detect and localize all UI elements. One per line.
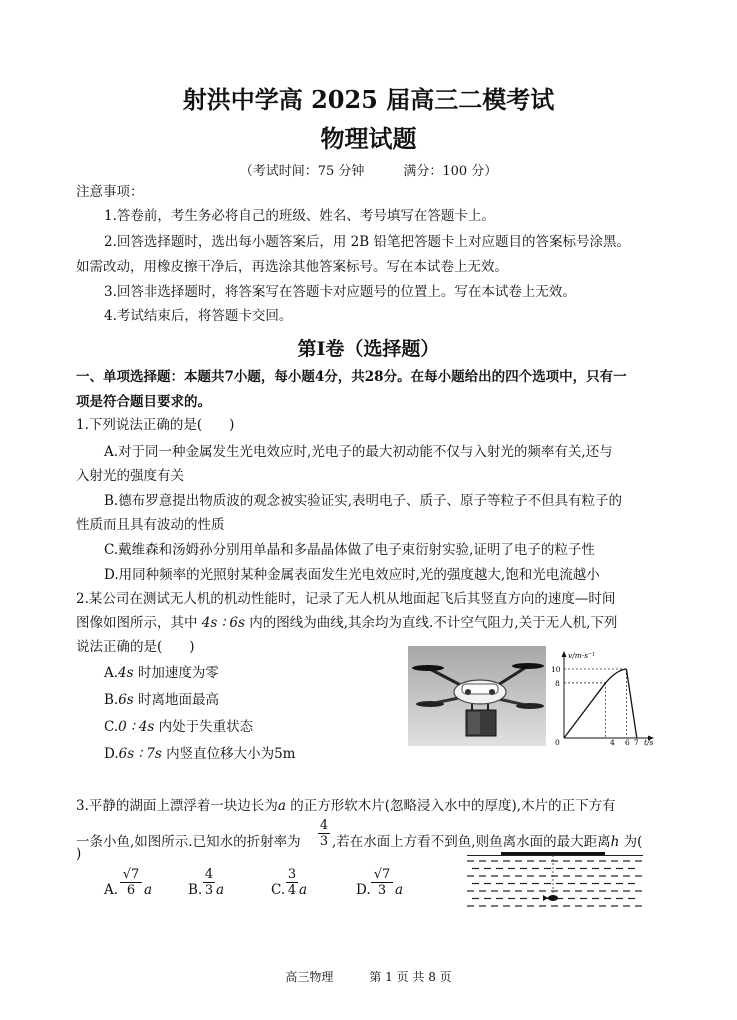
q2-stem-line2 [76, 614, 617, 632]
q3-option-c-label: C. [271, 882, 286, 898]
option-text: 时加速度为零 [137, 665, 219, 681]
y-axis-label: v/m·s⁻¹ [568, 651, 596, 660]
y-axis-arrow [562, 651, 567, 657]
q3-text: 为( [623, 834, 643, 850]
option-var: 4s [118, 665, 134, 681]
vt-graph-svg [550, 646, 658, 746]
q3-option-d-label: D. [356, 882, 371, 898]
option-text: 时离地面最高 [138, 692, 220, 708]
drone-photo [408, 646, 546, 746]
notes-heading: 注意事项： [76, 184, 144, 200]
q2-time-range: 4s ∶ 6s [201, 615, 245, 631]
q3-option-a-fraction [120, 867, 142, 898]
fraction-numerator: 4 [204, 867, 214, 882]
fraction-numerator: √7 [371, 867, 393, 883]
q3-option-d-var: a [395, 882, 404, 898]
vt-curve-4-6s [606, 669, 627, 683]
q1-option-a: A.对于同一种金属发生光电效应时,光电子的最大初动能不仅与入射光的频率有关,还与 [104, 444, 613, 460]
subject-title: 物理试题 [320, 124, 417, 153]
q3-var-a: a [277, 798, 286, 814]
q3-stem-line1 [76, 797, 616, 815]
q3-refraction-fraction [318, 818, 330, 849]
q3-option-b-var: a [216, 882, 225, 898]
fraction-denominator: 3 [377, 883, 387, 898]
q1-option-c: C.戴维森和汤姆孙分别用单晶和多晶晶体做了电子束衍射实验,证明了电子的粒子性 [104, 542, 595, 558]
note-item: 2.回答选择题时，选出每小题答案后，用 2B 铅笔把答题卡上对应题目的答案标号涂黑。 [104, 234, 630, 250]
q3-var-h: h [610, 834, 620, 850]
fraction-denominator: 3 [204, 883, 214, 898]
q1-option-b: B.德布罗意提出物质波的观念被实验证实,表明电子、质子、原子等粒子不但具有粒子的 [104, 493, 623, 509]
y-tick-label-8: 8 [555, 679, 560, 688]
x-tick-label-7: 7 [634, 738, 639, 746]
q1-option-d: D.用同种频率的光照射某种金属表面发生光电效应时,光的强度越大,饱和光电流越小 [104, 567, 600, 583]
fraction-numerator: √7 [120, 867, 142, 883]
cork-plate [501, 852, 605, 855]
section-title: 第Ⅰ卷（选择题） [297, 338, 440, 360]
option-var: 6s [118, 692, 134, 708]
x-axis-label: t/s [644, 738, 654, 746]
fraction-denominator: 3 [319, 834, 329, 849]
q3-option-b-label: B. [188, 882, 203, 898]
note-item: 4.考试结束后，将答题卡交回。 [104, 308, 293, 324]
exam-meta: （考试时间：75 分钟 满分：100 分） [239, 164, 498, 179]
option-text: 内竖直位移大小为5m [166, 746, 296, 762]
x-tick-label-4: 4 [610, 738, 615, 746]
q3-option-c-fraction [286, 867, 298, 898]
page-footer: 高三物理 第 1 页 共 8 页 [285, 970, 452, 984]
water-figure-svg [467, 850, 643, 914]
q2-option-d [104, 745, 295, 763]
q2-text: 内的图线为曲线,其余均为直线.不计空气阻力,关于无人机,下列 [249, 615, 618, 631]
option-label: B. [104, 692, 119, 708]
q2-option-b [104, 691, 219, 709]
q3-option-a-label: A. [104, 882, 119, 898]
exam-title: 射洪中学高 2025 届高三二模考试 [182, 85, 555, 114]
q3-option-a-var: a [144, 882, 153, 898]
option-var: 6s ∶ 7s [118, 746, 162, 762]
q1-stem: 1.下列说法正确的是( ) [76, 417, 235, 433]
q3-text: 的正方形软木片(忽略浸入水中的厚度),木片的正下方有 [290, 798, 616, 814]
fish [548, 895, 558, 901]
vt-segment-6-7s [626, 669, 636, 738]
y-tick-label-10: 10 [551, 665, 561, 674]
q2-stem-line1: 2.某公司在测试无人机的机动性能时，记录了无人机从地面起飞后其竖直方向的速度—时间 [76, 591, 616, 607]
q3-text: 3.平静的湖面上漂浮着一块边长为 [76, 798, 278, 814]
option-label: A. [104, 665, 119, 681]
option-label: D. [104, 746, 119, 762]
vt-graph [550, 646, 658, 746]
q1-option-b-cont: 性质而且具有波动的性质 [76, 517, 225, 533]
note-item: 如需改动，用橡皮擦干净后，再选涂其他答案标号。写在本试卷上无效。 [76, 259, 508, 275]
q3-stem-line3: ) [76, 846, 82, 862]
q3-option-c-var: a [299, 882, 308, 898]
q3-text: ,若在水面上方看不到鱼,则鱼离水面的最大距离 [332, 834, 611, 850]
option-var: 0 ∶ 4s [118, 719, 155, 735]
note-item: 3.回答非选择题时，将答案写在答题卡对应题号的位置上。写在本试卷上无效。 [104, 284, 576, 300]
origin-label: 0 [555, 738, 560, 746]
q3-option-d-fraction [371, 867, 393, 898]
q2-text: 图像如图所示，其中 [76, 615, 198, 631]
section-instruction-cont: 项是符合题目要求的。 [76, 394, 211, 410]
q3-stem-line2b [332, 833, 642, 851]
water-figure [467, 850, 643, 914]
option-text: 内处于失重状态 [158, 719, 254, 735]
q3-option-b-fraction [203, 867, 215, 898]
fraction-denominator: 4 [287, 883, 297, 898]
q2-stem-line3: 说法正确的是( ) [76, 639, 195, 655]
fraction-numerator: 3 [287, 867, 297, 882]
x-tick-label-6: 6 [625, 738, 630, 746]
section-instruction: 一、单项选择题：本题共7小题，每小题4分，共28分。在每小题给出的四个选项中，只有一 [76, 369, 627, 385]
option-label: C. [104, 719, 119, 735]
fraction-numerator: 4 [319, 818, 329, 833]
q3-stem-line2a: 一条小鱼,如图所示.已知水的折射率为 [76, 834, 301, 850]
vt-segment-0-4s [564, 683, 606, 738]
fraction-denominator: 6 [126, 883, 136, 898]
q2-option-a [104, 664, 219, 682]
q1-option-a-cont: 入射光的强度有关 [76, 468, 184, 484]
q2-option-c [104, 718, 253, 736]
fish-tail [543, 895, 548, 901]
note-item: 1.答卷前，考生务必将自己的班级、姓名、考号填写在答题卡上。 [104, 208, 495, 224]
drone-image [408, 646, 546, 746]
